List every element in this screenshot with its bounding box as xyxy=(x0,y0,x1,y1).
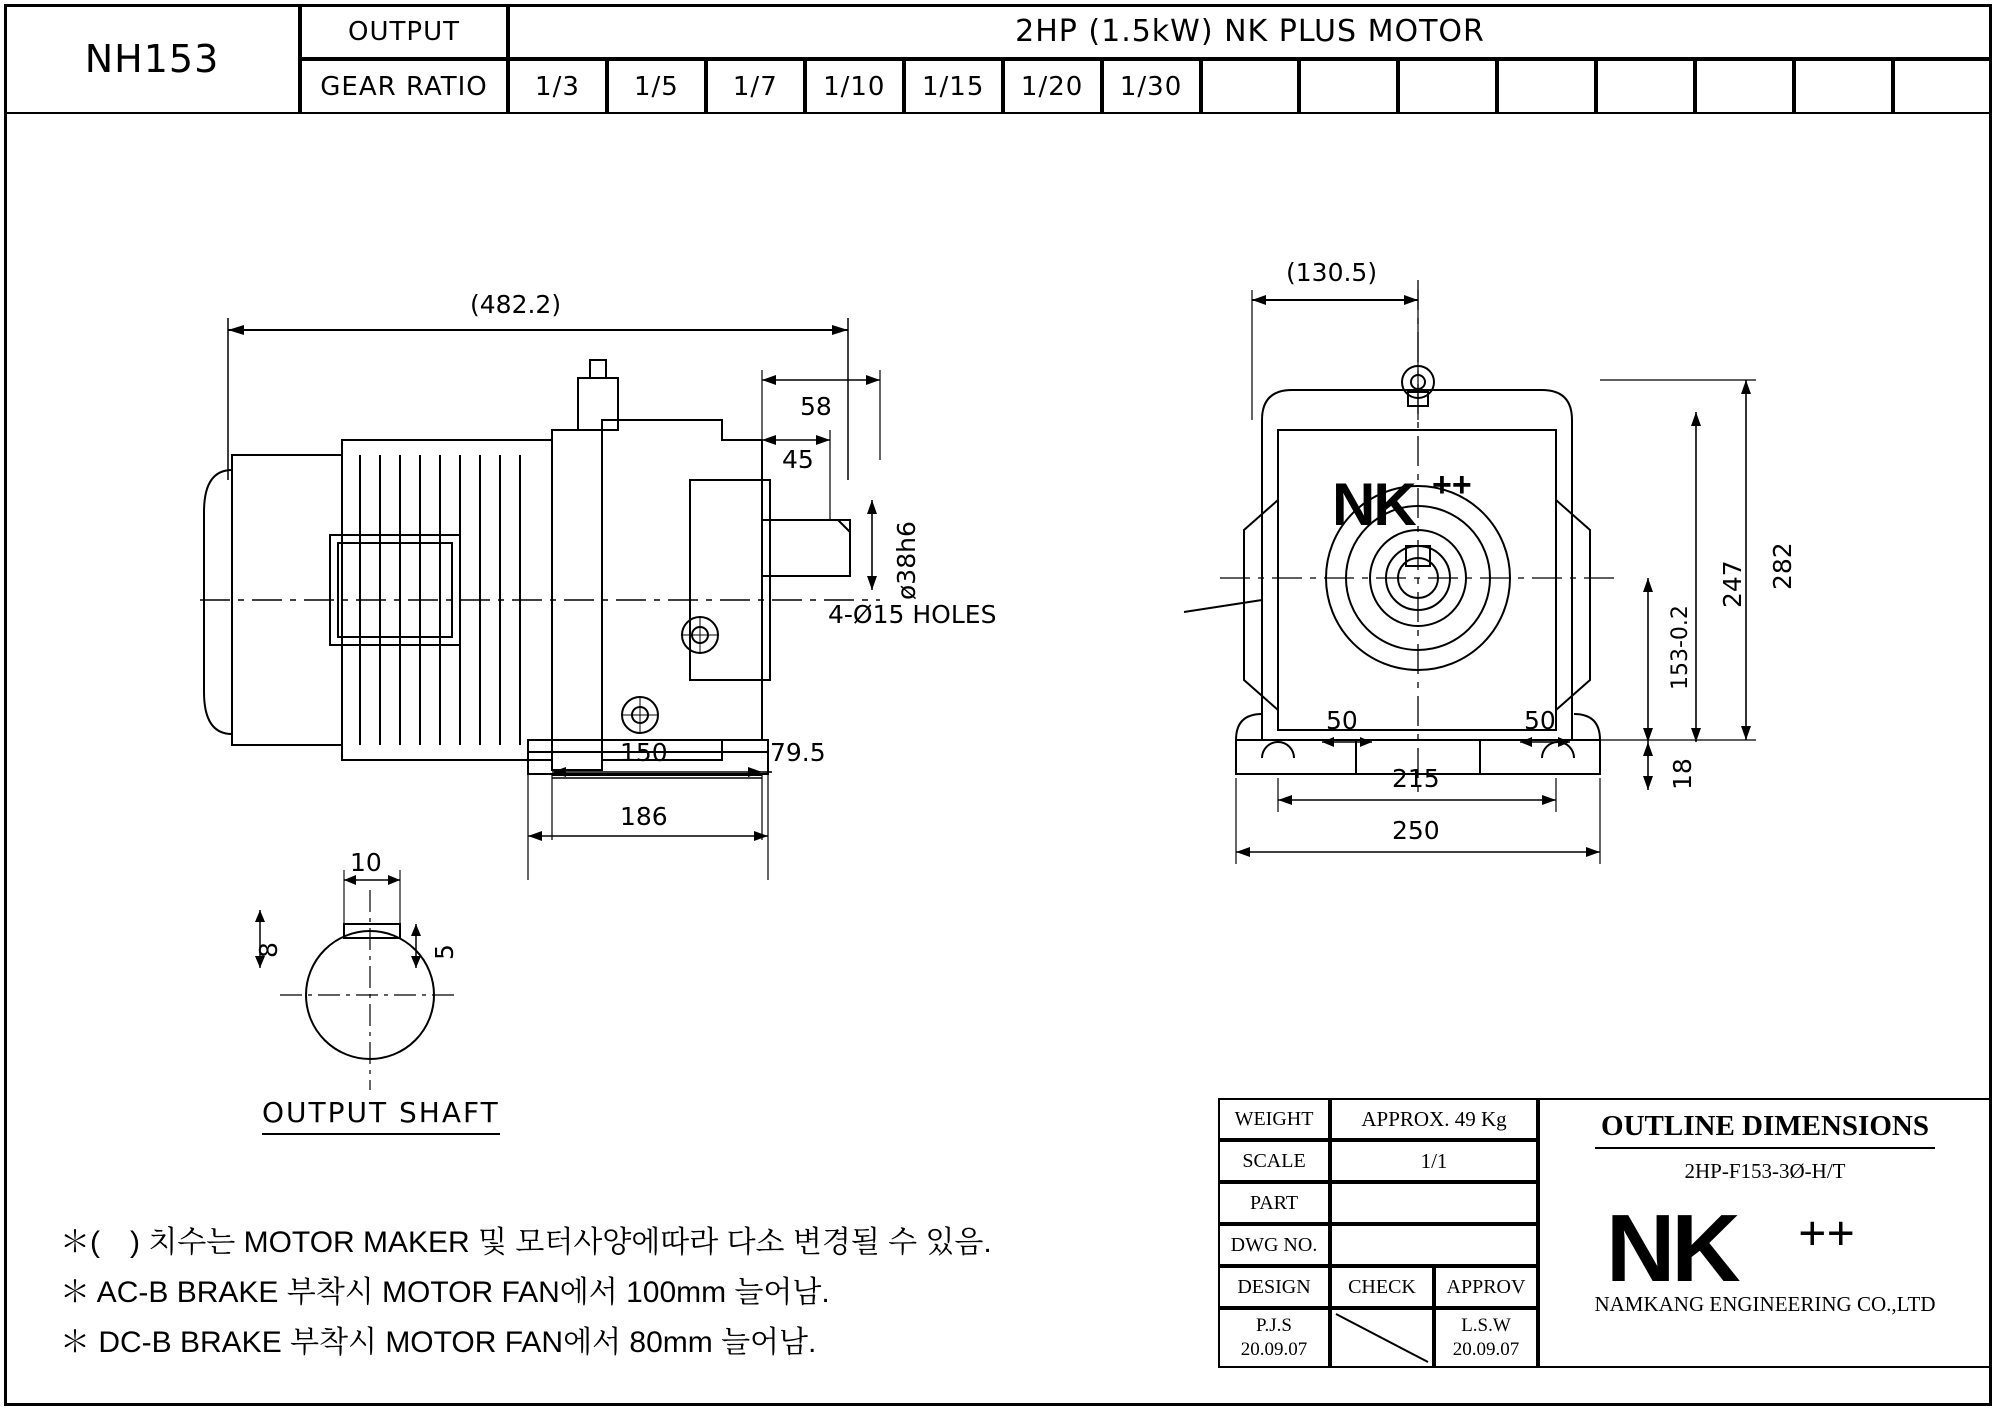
drawing-subtitle: 2HP-F153-3Ø-H/T xyxy=(1684,1159,1846,1183)
dim-key-10: 10 xyxy=(350,848,382,877)
part-value xyxy=(1330,1182,1538,1224)
scale-value: 1/1 xyxy=(1330,1140,1538,1182)
gear-ratio-value: 1/10 xyxy=(823,71,886,102)
output-shaft-title: OUTPUT SHAFT xyxy=(262,1096,500,1135)
gear-ratio-value: 1/7 xyxy=(732,71,778,102)
note-2: ＊ AC-B BRAKE 부착시 MOTOR FAN에서 100mm 늘어남. xyxy=(60,1276,830,1309)
gear-ratio-value: 1/15 xyxy=(921,71,985,102)
company-name: NAMKANG ENGINEERING CO.,LTD xyxy=(1594,1292,1936,1316)
dim-247: 247 xyxy=(1718,560,1747,608)
dwg-label: DWG NO. xyxy=(1218,1224,1330,1266)
dim-overall-length: (482.2) xyxy=(470,290,562,319)
gear-ratio-value: 1/3 xyxy=(535,71,580,102)
approv-date: 20.09.07 xyxy=(1452,1339,1520,1360)
drawing-title: OUTLINE DIMENSIONS xyxy=(1595,1110,1935,1149)
approv-label: APPROV xyxy=(1434,1266,1538,1308)
nk-logo-side: NK xyxy=(1332,471,1415,538)
note-1: ＊( ) 치수는 MOTOR MAKER 및 모터사양에따라 다소 변경될 수 있음. xyxy=(60,1226,992,1259)
notes-block xyxy=(60,1218,992,1368)
design-label: DESIGN xyxy=(1218,1266,1330,1308)
weight-value: APPROX. 49 Kg xyxy=(1330,1098,1538,1140)
output-shaft-view xyxy=(240,850,660,1140)
dim-18: 18 xyxy=(1668,758,1697,790)
scale-label: SCALE xyxy=(1218,1140,1330,1182)
front-view xyxy=(0,0,1000,900)
dim-50-left: 50 xyxy=(1326,706,1358,735)
title-block-right xyxy=(1538,1098,1992,1368)
design-date: 20.09.07 xyxy=(1240,1339,1308,1360)
check-signature xyxy=(1330,1308,1434,1368)
gear-ratio-value: 1/30 xyxy=(1119,71,1183,102)
gear-ratio-value: 1/5 xyxy=(633,71,679,102)
design-name: P.J.S xyxy=(1256,1315,1292,1336)
gear-ratio-label: GEAR RATIO xyxy=(320,71,488,102)
company-logo-plus-icon: ++ xyxy=(1798,1205,1855,1261)
dim-58: 58 xyxy=(800,392,832,421)
dim-282: 282 xyxy=(1768,542,1797,590)
info-table xyxy=(1218,1098,1992,1406)
weight-label: WEIGHT xyxy=(1218,1098,1330,1140)
gear-ratio-value: 1/20 xyxy=(1020,71,1084,102)
output-label: OUTPUT xyxy=(348,16,460,47)
nk-logo-plus-icon: ++ xyxy=(1432,466,1472,504)
design-signature xyxy=(1218,1308,1330,1368)
dim-130-5: (130.5) xyxy=(1286,258,1378,287)
output-value: 2HP (1.5kW) NK PLUS MOTOR xyxy=(1015,14,1485,49)
part-label: PART xyxy=(1218,1182,1330,1224)
approv-signature xyxy=(1434,1308,1538,1368)
dim-45: 45 xyxy=(782,445,814,474)
dim-150: 150 xyxy=(620,738,668,767)
dim-50-right: 50 xyxy=(1524,706,1556,735)
dim-186: 186 xyxy=(620,802,668,831)
approv-name: L.S.W xyxy=(1461,1315,1511,1336)
dwg-value xyxy=(1330,1224,1538,1266)
model-label: NH153 xyxy=(84,37,220,81)
dim-153: 153-0.2 xyxy=(1668,605,1693,690)
dim-shaft-dia: ø38h6 xyxy=(892,521,921,600)
company-logo: NK xyxy=(1606,1195,1737,1302)
dim-215: 215 xyxy=(1392,764,1440,793)
label-4-holes: 4-Ø15 HOLES xyxy=(828,600,997,629)
dim-key-8: 8 xyxy=(254,942,283,958)
note-3: ＊ DC-B BRAKE 부착시 MOTOR FAN에서 80mm 늘어남. xyxy=(60,1326,817,1359)
dim-79-5: 79.5 xyxy=(770,738,826,767)
dim-key-5: 5 xyxy=(430,944,459,960)
dim-250: 250 xyxy=(1392,816,1440,845)
check-label: CHECK xyxy=(1330,1266,1434,1308)
